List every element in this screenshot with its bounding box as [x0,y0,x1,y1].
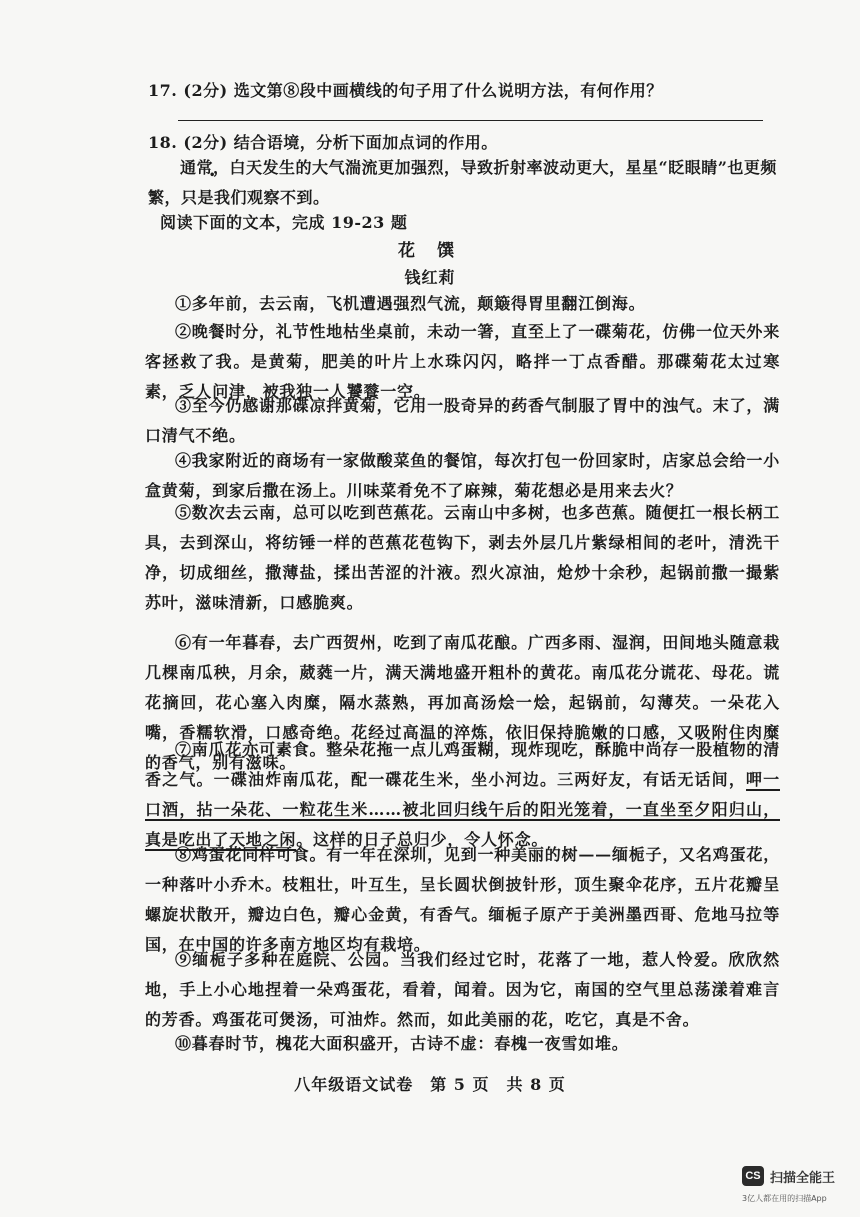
scanner-tagline: 3亿人都在用的扫描App [742,1194,827,1203]
article-author: 钱红莉 [404,268,456,287]
camscanner-logo-icon: CS [742,1166,764,1186]
paragraph-4: ④我家附近的商场有一家做酸菜鱼的餐馆，每次打包一份回家时，店家总会给一小盒黄菊，到家后撒在汤上。川味菜肴免不了麻辣，菊花想必是用来去火？ [145,451,780,500]
paragraph-3: ③至今仍感谢那碟凉拌黄菊，它用一股奇异的药香气制服了胃中的浊气。末了，满口清气不绝。 [145,396,780,445]
paragraph-7 [145,735,780,855]
answer-line [178,120,763,121]
question-18-quote [148,153,778,213]
scanner-watermark [742,1166,835,1186]
quote-text: ，白天发生的大气湍流更加强烈，导致折射率波动更大，星星“眨眼睛”也更频繁，只是我们观察不到。 [148,158,777,207]
paragraph-1: ①多年前，去云南，飞机遭遇强烈气流，颠簸得胃里翻江倒海。 [175,294,646,313]
paragraph-2: ②晚餐时分，礼节性地枯坐桌前，未动一箸，直至上了一碟菊花，仿佛一位天外来客拯救了我。是黄菊，肥美的叶片上水珠闪闪，略拌一丁点香醋。那碟菊花太过寒素，乏人问津，被我独一人饕餮一空。 [145,322,780,401]
marked-word: 通常 [180,158,214,177]
reading-instruction: 阅读下面的文本，完成 19-23 题 [160,213,408,232]
page-footer: 八年级语文试卷 第 5 页 共 8 页 [294,1075,566,1094]
scanner-name: 扫描全能王 [770,1170,836,1186]
article-title: 花 馔 [398,241,462,261]
p7-text-b: 。这样的日子总归少，令人怀念。 [296,830,549,849]
paragraph-9: ⑨缅栀子多种在庭院、公园。当我们经过它时，花落了一地，惹人怜爱。欣欣然地，手上小心地捏着一朵鸡蛋花，看着，闻着。因为它，南国的空气里总荡漾着难言的芳香。鸡蛋花可煲汤，可油炸。然而，如此美丽的花，吃它，真是不舍。 [145,950,780,1029]
question-17: 17. (2分) 选文第⑧段中画横线的句子用了什么说明方法，有何作用？ [148,81,663,100]
paragraph-5: ⑤数次去云南，总可以吃到芭蕉花。云南山中多树，也多芭蕉。随便扛一根长柄工具，去到深山，将纺锤一样的芭蕉花苞钩下，剥去外层几片紫绿相间的老叶，清洗干净，切成细丝，撒薄盐，揉出苦涩的汁液。烈火凉油，炝炒十余秒，起锅前撒一撮紫苏叶，滋味清新，口感脆爽。 [145,503,780,612]
underlined-sentence: 呷一口酒，拈一朵花、一粒花生米……被北回归线午后的阳光笼着，一直坐至夕阳归山，真是吃出了天地之闲 [145,770,780,849]
paragraph-8: ⑧鸡蛋花同样可食。有一年在深圳，见到一种美丽的树——缅栀子，又名鸡蛋花，一种落叶小乔木。枝粗壮，叶互生，呈长圆状倒披针形，顶生聚伞花序，五片花瓣呈螺旋状散开，瓣边白色，瓣心金黄，有香气。缅栀子原产于美洲墨西哥、危地马拉等国，在中国的许多南方地区均有栽培。 [145,845,780,954]
question-18: 18. (2分) 结合语境，分析下面加点词的作用。 [148,133,498,152]
p7-text-a: ⑦南瓜花亦可素食。整朵花拖一点儿鸡蛋糊，现炸现吃，酥脆中尚存一股植物的清香之气。一碟油炸南瓜花，配一碟花生米，坐小河边。三两好友，有话无话间， [145,740,780,789]
paragraph-6: ⑥有一年暮春，去广西贺州，吃到了南瓜花酿。广西多雨、湿润，田间地头随意栽几棵南瓜秧，月余，葳蕤一片，满天满地盛开粗朴的黄花。南瓜花分谎花、母花。谎花摘回，花心塞入肉糜，隔水蒸熟，再加高汤烩一烩，起锅前，勾薄芡。一朵花入嘴，香糯软滑，口感奇绝。花经过高温的淬炼，依旧保持脆嫩的口感，又吸附住肉糜的香气，别有滋味。 [145,633,780,772]
paragraph-10: ⑩暮春时节，槐花大面积盛开，古诗不虚：春槐一夜雪如堆。 [175,1034,629,1053]
